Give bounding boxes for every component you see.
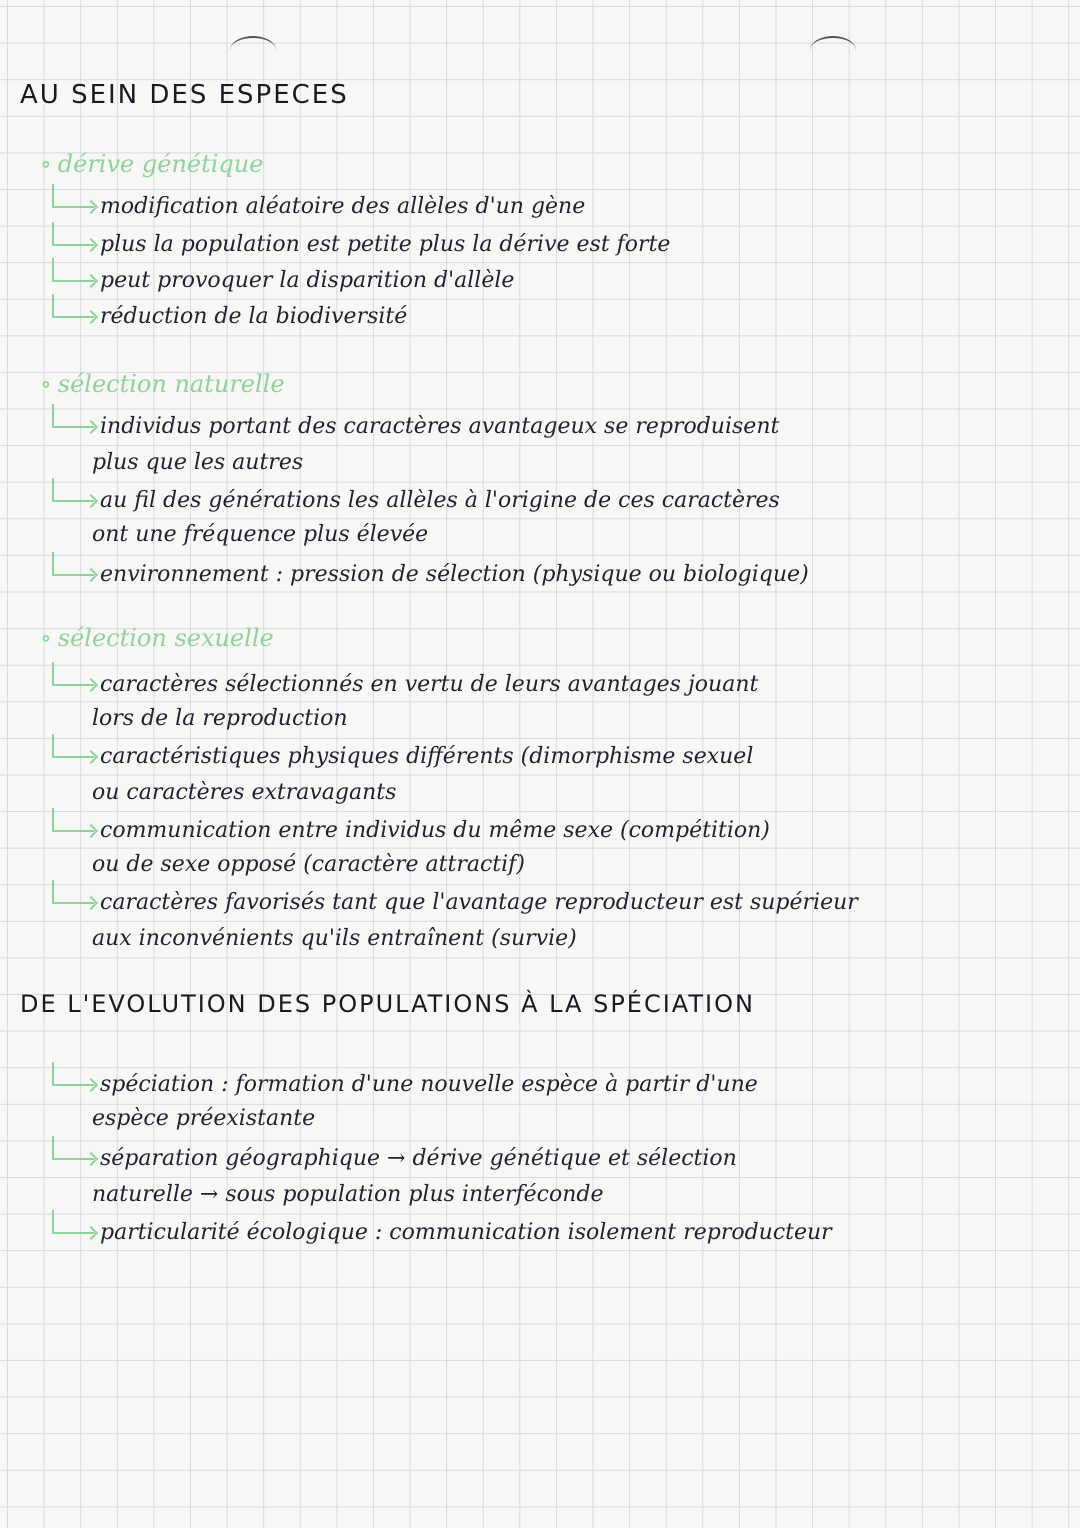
arrow-icon (52, 222, 94, 246)
arrow-icon (52, 404, 94, 428)
subtitle-text: sélection sexuelle (57, 624, 274, 652)
arrow-icon (52, 880, 94, 904)
drift-item-1: modification aléatoire des allèles d'un gène (100, 194, 586, 219)
arrow-icon (52, 1136, 94, 1160)
arrow-icon (52, 478, 94, 502)
arrow-icon (52, 1062, 94, 1086)
subtitle-sexual-selection (40, 624, 274, 652)
sexual-line-5: communication entre individus du même sexe (compétition) (100, 818, 770, 843)
natural-line-5: environnement : pression de sélection (physique ou biologique) (100, 562, 809, 587)
natural-line-3: au fil des générations les allèles à l'origine de ces caractères (100, 488, 780, 513)
sexual-line-8: aux inconvénients qu'ils entraînent (survie) (92, 926, 577, 951)
drift-item-2: plus la population est petite plus la dérive est forte (100, 232, 671, 257)
bullet-dot-icon: ∘ (40, 150, 52, 178)
arrow-icon (52, 258, 94, 282)
drift-item-4: réduction de la biodiversité (100, 304, 408, 329)
arrow-icon (52, 734, 94, 758)
subtitle-text: sélection naturelle (57, 370, 285, 398)
sexual-line-6: ou de sexe opposé (caractère attractif) (92, 852, 525, 877)
binder-hole-left (230, 36, 276, 64)
sexual-line-2: lors de la reproduction (92, 706, 348, 731)
speciation-line-1: spéciation : formation d'une nouvelle espèce à partir d'une (100, 1072, 758, 1097)
speciation-line-3: séparation géographique → dérive génétique et sélection (100, 1146, 737, 1171)
sexual-line-4: ou caractères extravagants (92, 780, 397, 805)
subtitle-genetic-drift (40, 150, 263, 178)
arrow-icon (52, 662, 94, 686)
natural-line-1: individus portant des caractères avantageux se reproduisent (100, 414, 780, 439)
arrow-icon (52, 808, 94, 832)
speciation-line-2: espèce préexistante (92, 1106, 316, 1131)
natural-line-2: plus que les autres (92, 450, 304, 475)
sexual-line-7: caractères favorisés tant que l'avantage reproducteur est supérieur (100, 890, 858, 915)
section-title-species: AU SEIN DES ESPECES (20, 80, 349, 110)
section-title-speciation: DE L'EVOLUTION DES POPULATIONS À LA SPÉCIATION (20, 990, 755, 1018)
arrow-icon (52, 184, 94, 208)
arrow-icon (52, 1210, 94, 1234)
drift-item-3: peut provoquer la disparition d'allèle (100, 268, 515, 293)
arrow-icon (52, 552, 94, 576)
speciation-line-5: particularité écologique : communication isolement reproducteur (100, 1220, 832, 1245)
sexual-line-1: caractères sélectionnés en vertu de leurs avantages jouant (100, 672, 759, 697)
arrow-icon (52, 294, 94, 318)
bullet-dot-icon: ∘ (40, 624, 52, 652)
subtitle-natural-selection (40, 370, 285, 398)
binder-hole-right (810, 36, 856, 64)
natural-line-4: ont une fréquence plus élevée (92, 522, 429, 547)
subtitle-text: dérive génétique (57, 150, 264, 178)
bullet-dot-icon: ∘ (40, 370, 52, 398)
sexual-line-3: caractéristiques physiques différents (dimorphisme sexuel (100, 744, 754, 769)
speciation-line-4: naturelle → sous population plus interféconde (92, 1182, 604, 1207)
